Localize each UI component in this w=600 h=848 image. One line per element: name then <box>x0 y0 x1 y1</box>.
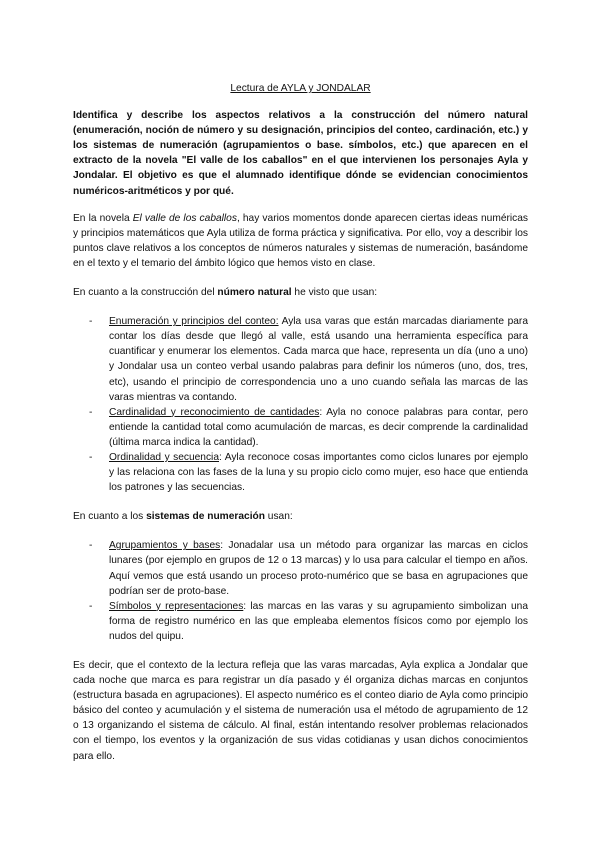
list-item-term: Ordinalidad y secuencia <box>109 451 219 463</box>
intro-paragraph <box>73 211 528 271</box>
lead-bold-term: número natural <box>217 287 292 299</box>
list-item <box>73 314 528 405</box>
list-item-text: Ayla usa varas que están marcadas diariamente para contar los días desde que llegó al valle, está usando una herramienta específica para cuantificar y enumerar los elementos. Cada marca que hace, representa un día (uno a uno) y Jondalar usa un conteo verbal usando palabras para definir los números (uno, dos, tres, etc), usando el principio de correspondencia uno a uno cuando señala las marcas de las varas mientras va contando. <box>109 316 528 403</box>
lead-text-after: he visto que usan: <box>291 287 378 299</box>
list-item-text: : las marcas en las varas y su agrupamiento simbolizan una forma de registro numérico en las que empleaba elementos físicos como por ejemplo los nudos del quipu. <box>109 600 528 642</box>
document-title: Lectura de AYLA y JONDALAR <box>230 83 371 94</box>
lead-text-before: En cuanto a los <box>73 511 147 523</box>
list-item-term: Agrupamientos y bases <box>109 540 221 552</box>
conclusion-paragraph: Es decir, que el contexto de la lectura refleja que las varas marcadas, Ayla explica a Jondalar que cada noche que marca es para registrar un día pasado y él organiza dichas marcas en conjuntos (estructura basada en agrupaciones). El aspecto numérico es el conteo diario de Ayla como principio básico del conteo y acumulación y el sistema de numeración usa el método de agrupamiento de 12 o 13 organizando el sistema de cálculo. Al final, están intentando resolver problemas relacionados con el tiempo, los eventos y la organización de sus vidas cotidianas y usan dichos conocimientos para ello. <box>73 660 528 762</box>
section-numeration-lead <box>73 509 528 524</box>
list-item-term: Enumeración y principios del conteo: <box>109 316 279 328</box>
list-item-text: : Ayla reconoce cosas importantes como ciclos lunares por ejemplo y las relaciona con las fases de la luna y su propio ciclo como mujer, eso hace que entienda los patrones y las secuencias. <box>109 451 528 494</box>
lead-bold-term: sistemas de numeración <box>146 511 265 523</box>
list-dash: - <box>89 451 93 463</box>
lead-text-before: En cuanto a la construcción del <box>73 287 218 299</box>
list-item <box>73 405 528 450</box>
natural-number-list <box>73 314 528 495</box>
list-item <box>73 599 528 644</box>
section-natural-number-lead <box>73 285 528 300</box>
list-item-term: Símbolos y representaciones <box>109 600 244 612</box>
numeration-list <box>73 538 528 644</box>
book-title: El valle de los caballos <box>132 212 237 224</box>
intro-text-after: , hay varios momentos donde aparecen ciertas ideas numéricas y principios matemáticos que Ayla utiliza de forma práctica y significativa. Por ello, voy a describir los puntos clave relativos a los conceptos de números naturales y sistemas de numeración, basándome en el texto y el temario del ámbito lógico que hemos visto en clase. <box>73 212 528 269</box>
list-dash: - <box>89 316 93 328</box>
assignment-instructions: Identifica y describe los aspectos relativos a la construcción del número natural (enumeración, noción de número y su designación, principios del conteo, cardinación, etc.) y los sistemas de numeración (agrupamientos o base. símbolos, etc.) que aparecen en el extracto de la novela "El valle de los caballos" en el que intervienen los personajes Ayla y Jondalar. El objetivo es que el alumnado identifique dónde se evidencian conocimientos numéricos-aritméticos y por qué. <box>73 110 528 197</box>
list-dash: - <box>89 600 93 612</box>
document-page <box>73 81 528 778</box>
list-item <box>73 450 528 495</box>
list-dash: - <box>89 406 93 418</box>
list-dash: - <box>89 540 93 552</box>
intro-text-before: En la novela <box>73 212 133 224</box>
list-item <box>73 538 528 598</box>
list-item-text: : Jonadalar usa un método para organizar las marcas en ciclos lunares (por ejemplo en grupos de 12 o 13 marcas) y lo usa para calcular el tiempo en años. Aquí vemos que está usando un proceso proto-numérico que se basa en agrupaciones que podrían ser de proto-base. <box>109 540 529 597</box>
lead-text-after: usan: <box>264 511 293 523</box>
list-item-text: : Ayla no conoce palabras para contar, pero entiende la cantidad total como acumulación de marcas, es decir comprende la cardinalidad (última marca indica la cantidad). <box>109 406 528 448</box>
list-item-term: Cardinalidad y reconocimiento de cantidades <box>109 406 320 418</box>
